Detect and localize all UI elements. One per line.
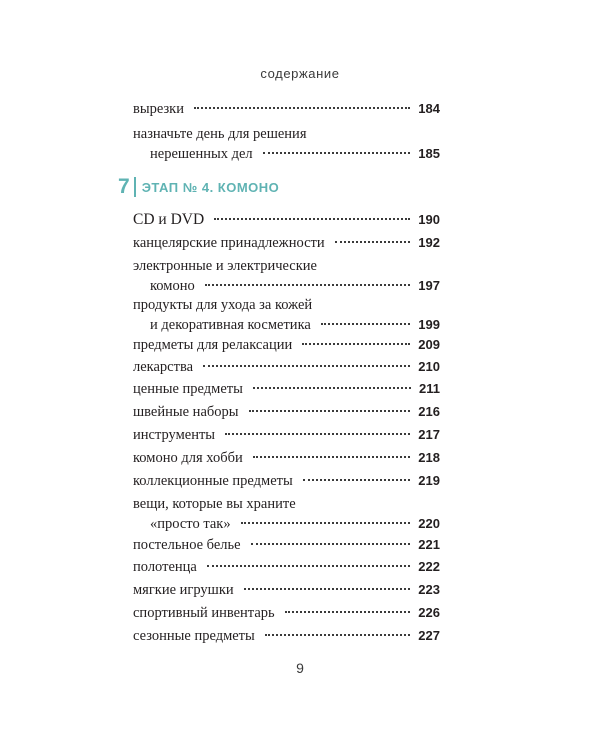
toc-entry-page: 197 [418, 278, 440, 293]
dot-leader [214, 218, 410, 220]
toc-entry[interactable] [133, 557, 440, 577]
dot-leader [241, 522, 411, 524]
toc-entry[interactable] [133, 379, 440, 399]
toc-entry-page: 185 [418, 146, 440, 161]
section-divider [134, 177, 136, 197]
section-heading[interactable] [118, 176, 279, 198]
toc-entry-title: предметы для релаксации [133, 337, 293, 353]
toc-entry-page: 226 [418, 605, 440, 620]
toc-entry-page: 223 [418, 582, 440, 597]
toc-entry-title: канцелярские принадлежности [133, 235, 325, 251]
toc-entry-title: продукты для ухода за кожей [133, 297, 313, 313]
section-number: 7 [118, 175, 130, 198]
dot-leader [253, 456, 411, 458]
toc-entry-page: 199 [418, 317, 440, 332]
toc-entry-title: полотенца [133, 559, 197, 575]
dot-leader [251, 543, 411, 545]
toc-entry[interactable] [133, 580, 440, 600]
toc-entry[interactable] [133, 494, 440, 534]
toc-entry[interactable] [133, 335, 440, 355]
dot-leader [203, 365, 410, 367]
toc-entry-title: мягкие игрушки [133, 582, 234, 598]
toc-entry-title: лекарства [133, 359, 194, 375]
toc-entry[interactable] [133, 357, 440, 377]
dot-leader [194, 107, 410, 109]
toc-entry-page: 190 [418, 212, 440, 227]
toc-entry-page: 209 [418, 337, 440, 352]
toc-entry-page: 221 [418, 537, 440, 552]
toc-entry-page: 222 [418, 559, 440, 574]
toc-entry-title: электронные и электрические [133, 258, 317, 274]
dot-leader [263, 152, 411, 154]
section-title: ЭТАП № 4. КОМОНО [141, 179, 280, 195]
toc-entry-page: 217 [418, 427, 440, 442]
dot-leader [335, 241, 411, 243]
toc-entry-title-cont: «просто так» [150, 516, 231, 532]
toc-entry-title: вещи, которые вы храните [133, 496, 296, 512]
toc-entry[interactable] [133, 425, 440, 445]
toc-entry-title: комоно для хобби [133, 450, 243, 466]
toc-entry-title: коллекционные предметы [133, 473, 293, 489]
toc-entry-title: инструменты [133, 427, 216, 443]
toc-entry-title-cont: и декоративная косметика [150, 317, 311, 333]
dot-leader [205, 284, 411, 286]
toc-entry-page: 220 [418, 516, 440, 531]
dot-leader [285, 611, 411, 613]
toc-entry[interactable] [133, 256, 440, 296]
toc-entry-title: вырезки [133, 101, 184, 117]
toc-entry-page: 184 [418, 101, 440, 116]
toc-entry[interactable] [133, 295, 440, 335]
toc-entry[interactable] [133, 471, 440, 491]
toc-entry-title: назначьте день для решения [133, 126, 307, 142]
toc-entry-page: 192 [418, 235, 440, 250]
toc-entry-title: CD и DVD [133, 211, 205, 228]
toc-entry-title: сезонные предметы [133, 628, 255, 644]
page-number: 9 [296, 660, 304, 676]
toc-entry-page: 227 [418, 628, 440, 643]
toc-entry-title-cont: нерешенных дел [150, 146, 253, 162]
toc-entry-title: ценные предметы [133, 381, 243, 397]
dot-leader [303, 479, 411, 481]
dot-leader [265, 634, 411, 636]
toc-entry-title: постельное белье [133, 537, 241, 553]
toc-entry[interactable] [133, 448, 440, 468]
toc-entry[interactable] [133, 402, 440, 422]
toc-entry-page: 219 [418, 473, 440, 488]
dot-leader [225, 433, 410, 435]
toc-entry-title: спортивный инвентарь [133, 605, 275, 621]
toc-entry[interactable] [133, 626, 440, 646]
dot-leader [321, 323, 410, 325]
toc-entry[interactable] [133, 124, 440, 164]
dot-leader [253, 387, 411, 389]
toc-entry[interactable] [133, 535, 440, 555]
toc-entry[interactable] [133, 603, 440, 623]
toc-entry[interactable] [133, 233, 440, 253]
toc-entry-page: 216 [418, 404, 440, 419]
toc-entry-title: швейные наборы [133, 404, 239, 420]
toc-entry-page: 210 [418, 359, 440, 374]
dot-leader [244, 588, 411, 590]
toc-entry-page: 211 [419, 381, 440, 396]
dot-leader [207, 565, 410, 567]
dot-leader [249, 410, 411, 412]
toc-entry-title-cont: комоно [150, 278, 195, 294]
toc-entry[interactable] [133, 210, 440, 230]
dot-leader [302, 343, 410, 345]
toc-entry-page: 218 [418, 450, 440, 465]
toc-entry[interactable] [133, 99, 440, 119]
running-head: содержание [260, 66, 340, 81]
